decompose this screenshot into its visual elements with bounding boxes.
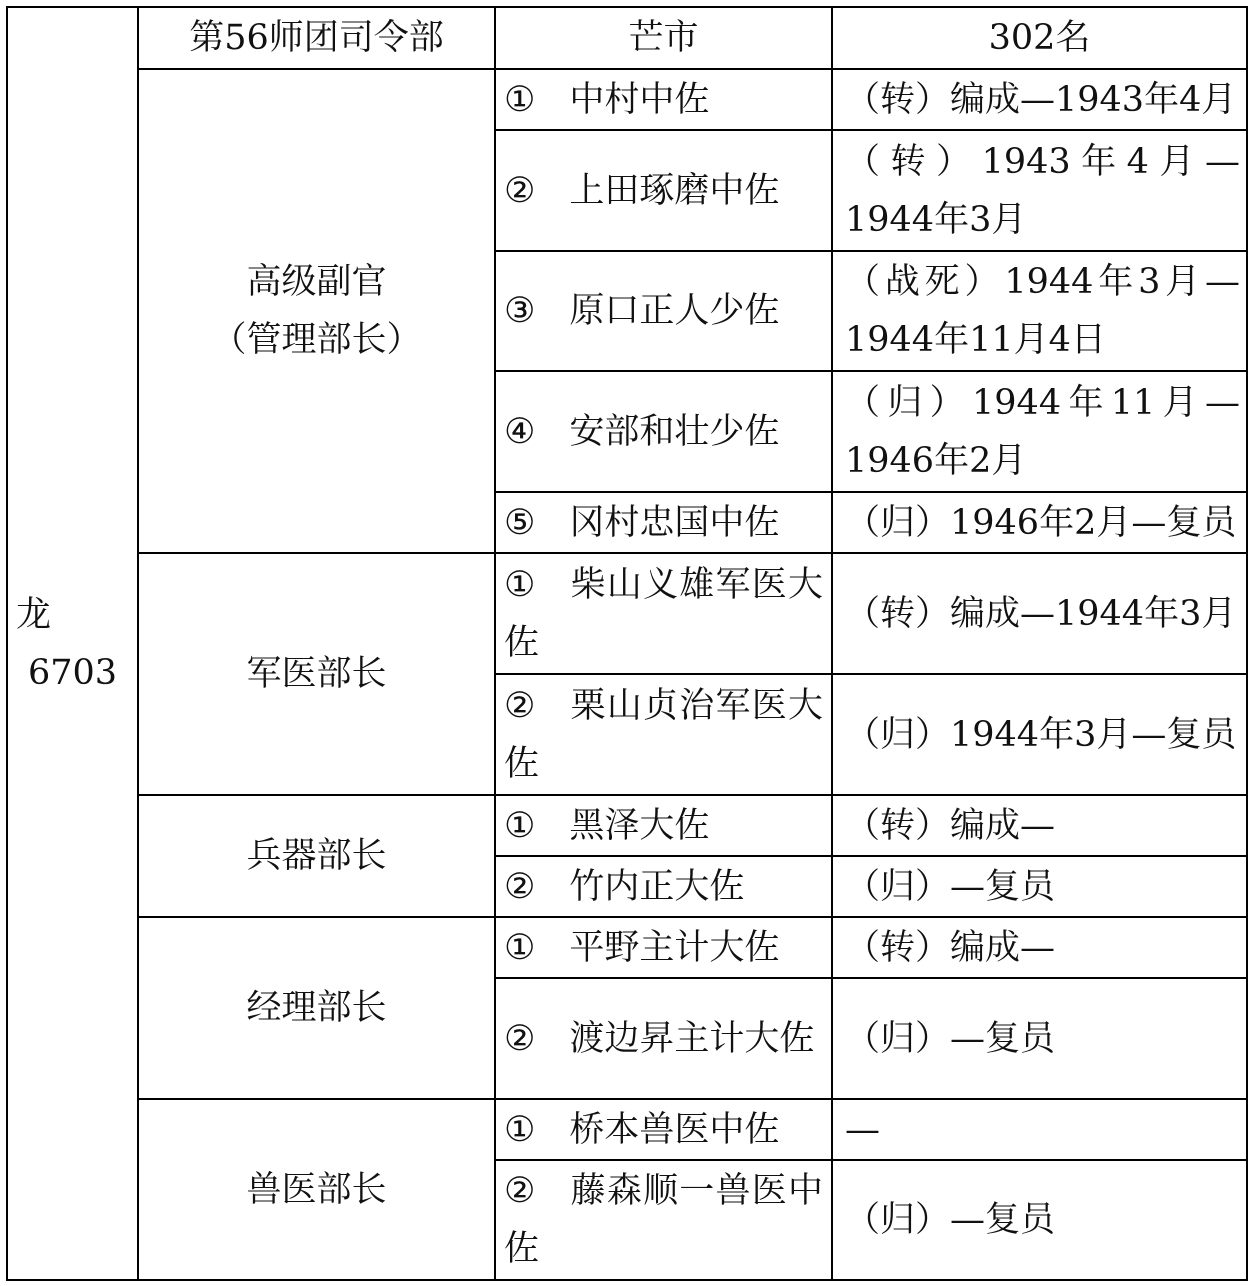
officer-number: ③: [504, 291, 536, 331]
position-cell: [138, 69, 495, 553]
officer-cell: [495, 856, 832, 917]
officer-cell: [495, 1099, 832, 1160]
strength-cell: 302名: [832, 7, 1247, 69]
position-cell: 兵器部长: [138, 795, 495, 917]
officer-cell: [495, 674, 832, 795]
period-cell: （转）1943年4月—1944年3月: [832, 130, 1247, 251]
officer-number: ②: [504, 866, 536, 907]
officer-number: ①: [504, 79, 536, 120]
officer-name: 桥本兽医中佐: [569, 1109, 780, 1150]
table-row: [7, 917, 1247, 978]
period-cell: —: [832, 1099, 1247, 1160]
officer-number: ⑤: [504, 502, 536, 543]
position-cell: 经理部长: [138, 917, 495, 1099]
period-cell: （转）编成—1943年4月: [832, 69, 1247, 130]
unit-code: 6703: [27, 652, 118, 693]
table-row: [7, 553, 1247, 674]
header-row: [7, 7, 1247, 69]
period-cell: （转）编成—: [832, 795, 1247, 856]
period-cell: （归）—复员: [832, 978, 1247, 1099]
period-cell: （归）—复员: [832, 1160, 1247, 1280]
officer-cell: [495, 553, 832, 674]
officer-number: ①: [504, 1109, 536, 1150]
period-cell: （归）1944年11月—1946年2月: [832, 371, 1247, 492]
officer-name: 栗山贞治军医大佐: [504, 685, 823, 784]
officer-cell: [495, 978, 832, 1099]
period-cell: （归）—复员: [832, 856, 1247, 917]
unit-name: 龙: [16, 594, 52, 635]
officer-cell: [495, 251, 832, 371]
position-cell: 兽医部长: [138, 1099, 495, 1280]
officer-number: ④: [504, 411, 536, 452]
officer-name: 中村中佐: [569, 79, 710, 120]
officer-cell: [495, 1160, 832, 1280]
period-cell: （战死）1944年3月—1944年11月4日: [832, 251, 1247, 371]
period-cell: （转）编成—: [832, 917, 1247, 978]
hq-cell: 第56师团司令部: [138, 7, 495, 69]
officer-number: ②: [504, 170, 536, 211]
officer-name: 柴山义雄军医大佐: [504, 564, 823, 663]
officer-number: ①: [504, 805, 536, 846]
position-note: （管理部长）: [211, 320, 422, 360]
officer-name: 上田琢磨中佐: [569, 170, 780, 211]
period-cell: （转）编成—1944年3月: [832, 553, 1247, 674]
officer-number: ②: [504, 1018, 536, 1059]
officer-number: ②: [504, 1171, 537, 1211]
officer-name: 渡边昇主计大佐: [569, 1018, 815, 1059]
period-cell: （归）1946年2月—复员: [832, 492, 1247, 553]
location-cell: 芒市: [495, 7, 832, 69]
officer-name: 黑泽大佐: [569, 805, 710, 846]
officer-cell: [495, 917, 832, 978]
officer-cell: [495, 795, 832, 856]
table-row: [7, 69, 1247, 130]
officer-number: ①: [504, 927, 536, 968]
unit-cell: [7, 7, 138, 1280]
officer-name: 冈村忠国中佐: [569, 502, 780, 543]
position-cell: 军医部长: [138, 553, 495, 795]
officer-cell: [495, 130, 832, 251]
officer-name: 安部和壮少佐: [569, 411, 780, 452]
officer-cell: [495, 69, 832, 130]
officer-number: ②: [504, 685, 537, 726]
officer-name: 平野主计大佐: [569, 927, 780, 968]
officer-cell: [495, 492, 832, 553]
position-label: 高级副官: [246, 262, 387, 302]
period-cell: （归）1944年3月—复员: [832, 674, 1247, 795]
table-row: [7, 1099, 1247, 1160]
officer-cell: [495, 371, 832, 492]
officer-name: 藤森顺一兽医中佐: [504, 1171, 823, 1269]
officer-name: 竹内正大佐: [569, 866, 745, 907]
officer-roster-table: [6, 6, 1248, 1281]
officer-name: 原口正人少佐: [569, 291, 780, 331]
table-row: [7, 795, 1247, 856]
officer-number: ①: [504, 564, 537, 605]
